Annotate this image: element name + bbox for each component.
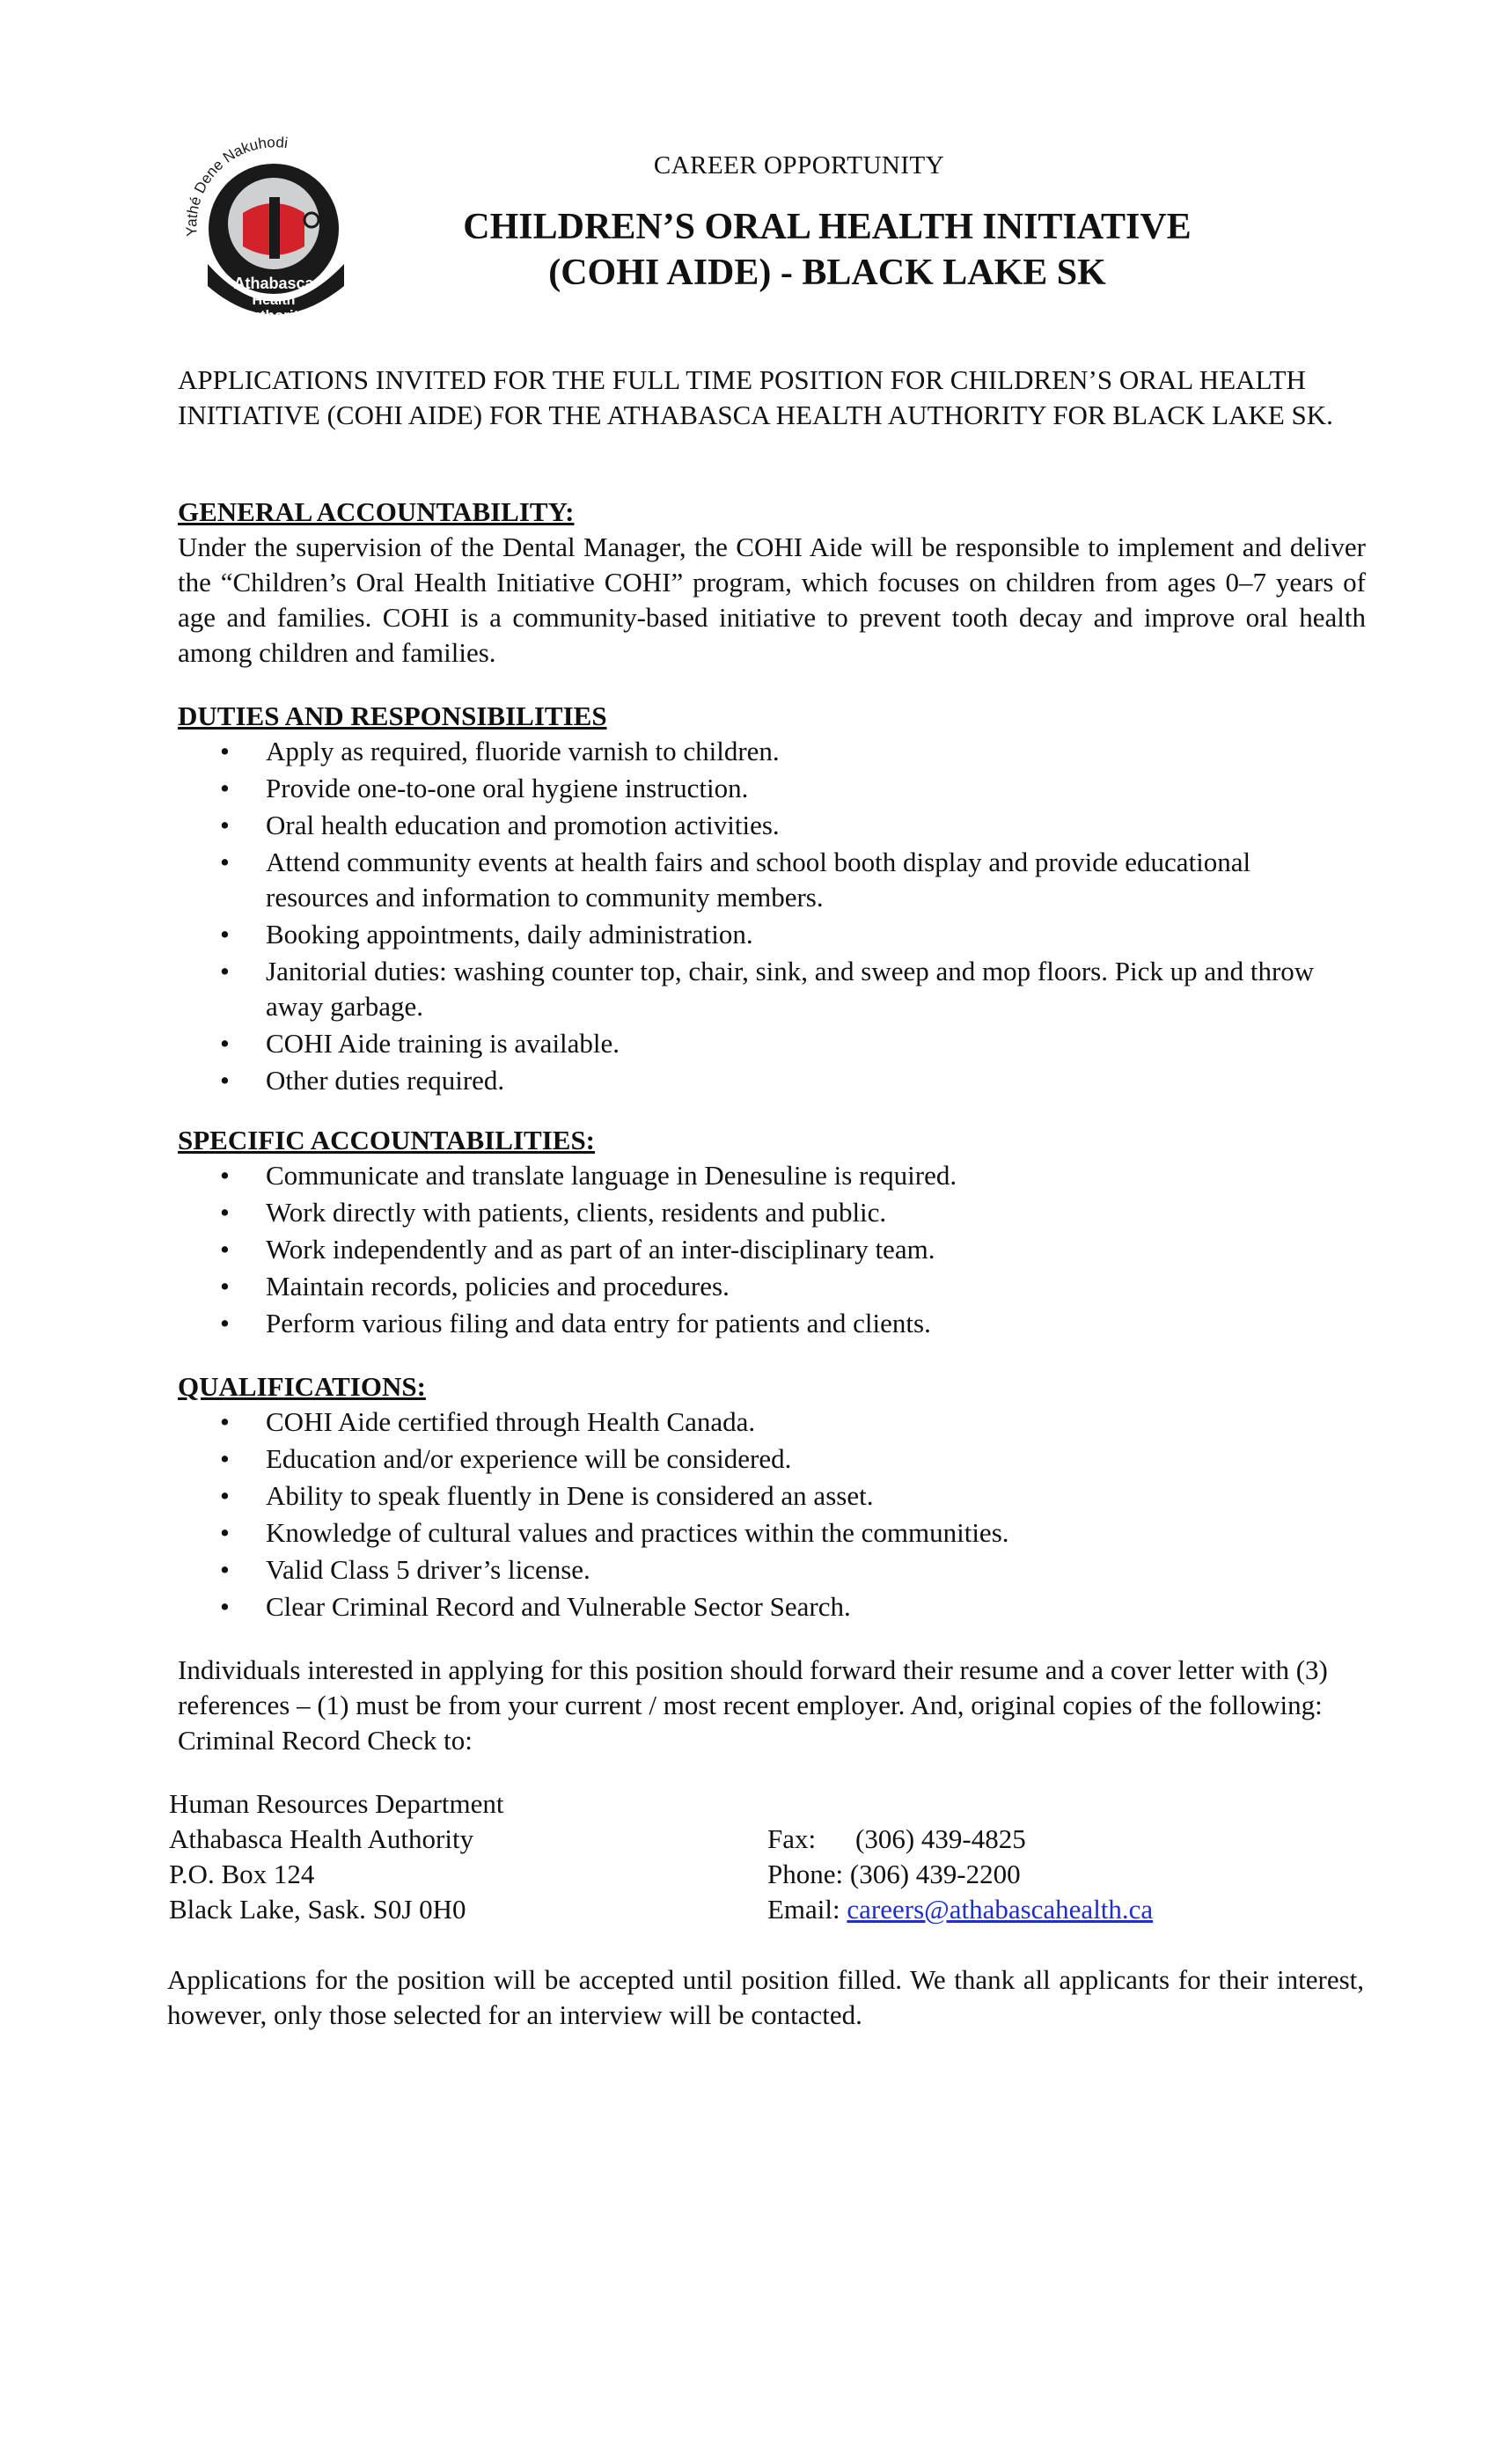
list-item: • Ability to speak fluently in Dene is considered an asset. [178, 1478, 1366, 1514]
specific-list [178, 1158, 1366, 1341]
list-item: • Knowledge of cultural values and practices within the communities. [178, 1515, 1366, 1551]
logo-org-line3: Authority [240, 307, 307, 324]
closing-paragraph: Applications for the position will be accepted until position filled. We thank all applicants for their interest, however, only those selected for an interview will be contacted. [167, 1964, 1364, 2030]
specific-accountabilities-section [178, 1123, 1366, 1343]
list-item: • Work directly with patients, clients, residents and public. [178, 1195, 1366, 1230]
list-item: • Provide one-to-one oral hygiene instruction. [178, 771, 1348, 806]
apply-paragraph: Individuals interested in applying for this position should forward their resume and a cover letter with (3) references – (1) must be from your current / most recent employer. And, original copies of the following: Criminal Record Check to: [178, 1654, 1328, 1756]
list-item: • COHI Aide certified through Health Canada. [178, 1404, 1366, 1440]
list-item: • Booking appointments, daily administration. [178, 917, 1348, 952]
logo-arc-text: Yathé Dene Nakuhodi [183, 134, 290, 238]
specific-accountabilities-heading: SPECIFIC ACCOUNTABILITIES: [178, 1125, 596, 1155]
general-accountability-text: Under the supervision of the Dental Manager, the COHI Aide will be responsible to implement and deliver the “Children’s Oral Health Initiative COHI” program, which focuses on children from ages 0–7 years of age and families. COHI is a community-based initiative to prevent tooth decay and improve oral health among children and families. [178, 532, 1366, 668]
qualifications-section [178, 1369, 1366, 1626]
list-item: • Oral health education and promotion activities. [178, 808, 1348, 843]
list-item: • Apply as required, fluoride varnish to children. [178, 734, 1348, 769]
logo-org-line1: Athabasca [233, 275, 314, 292]
phone-row [767, 1857, 1153, 1892]
fax-label: Fax: [767, 1823, 817, 1854]
list-item: • Clear Criminal Record and Vulnerable Sector Search. [178, 1589, 1366, 1624]
address-line-3: P.O. Box 124 [169, 1859, 315, 1889]
fax-number: (306) 439-4825 [855, 1823, 1026, 1854]
list-item: • Attend community events at health fairs and school booth display and provide educational resources and information to community members. [178, 845, 1348, 915]
duties-list [178, 734, 1348, 1098]
email-label: Email: [767, 1894, 840, 1925]
list-item: • Valid Class 5 driver’s license. [178, 1552, 1366, 1588]
list-item: • Perform various filing and data entry for patients and clients. [178, 1306, 1366, 1341]
list-item: • Other duties required. [178, 1063, 1348, 1098]
address-line-1: Human Resources Department [169, 1788, 504, 1819]
address-line-4: Black Lake, Sask. S0J 0H0 [169, 1894, 466, 1925]
phone-label: Phone: [767, 1859, 844, 1889]
list-item: • Work independently and as part of an inter-disciplinary team. [178, 1232, 1366, 1267]
list-item: • Education and/or experience will be considered. [178, 1441, 1366, 1477]
general-accountability-section [178, 495, 1366, 671]
phone-number: (306) 439-2200 [849, 1859, 1021, 1889]
duties-heading: DUTIES AND RESPONSIBILITIES [178, 700, 607, 731]
header-kicker: CAREER OPPORTUNITY [653, 151, 945, 180]
list-item: • COHI Aide training is available. [178, 1026, 1348, 1061]
list-item: • Communicate and translate language in Denesuline is required. [178, 1158, 1366, 1193]
qualifications-heading: QUALIFICATIONS: [178, 1371, 426, 1402]
email-row [767, 1892, 1153, 1927]
duties-section [178, 699, 1366, 1100]
title-line-2: (COHI AIDE) - BLACK LAKE SK [548, 253, 1106, 293]
page-title [0, 204, 1496, 296]
mailing-address [169, 1786, 504, 1927]
list-item: • Janitorial duties: washing counter top, chair, sink, and sweep and mop floors. Pick up and throw away garbage. [178, 954, 1348, 1024]
fax-row [767, 1822, 1153, 1857]
title-line-1: CHILDREN’S ORAL HEALTH INITIATIVE [463, 207, 1192, 247]
intro-paragraph: APPLICATIONS INVITED FOR THE FULL TIME POSITION FOR CHILDREN’S ORAL HEALTH INITIATIVE (COHI AIDE) FOR THE ATHABASCA HEALTH AUTHORITY FOR BLACK LAKE SK. [178, 364, 1333, 430]
contact-details [767, 1822, 1153, 1927]
list-item: • Maintain records, policies and procedures. [178, 1269, 1366, 1304]
email-link[interactable]: careers@athabascahealth.ca [847, 1894, 1154, 1925]
qualifications-list [178, 1404, 1366, 1624]
general-accountability-heading: GENERAL ACCOUNTABILITY: [178, 496, 575, 527]
logo-org-line2: Health [252, 293, 296, 308]
address-line-2: Athabasca Health Authority [169, 1823, 474, 1854]
